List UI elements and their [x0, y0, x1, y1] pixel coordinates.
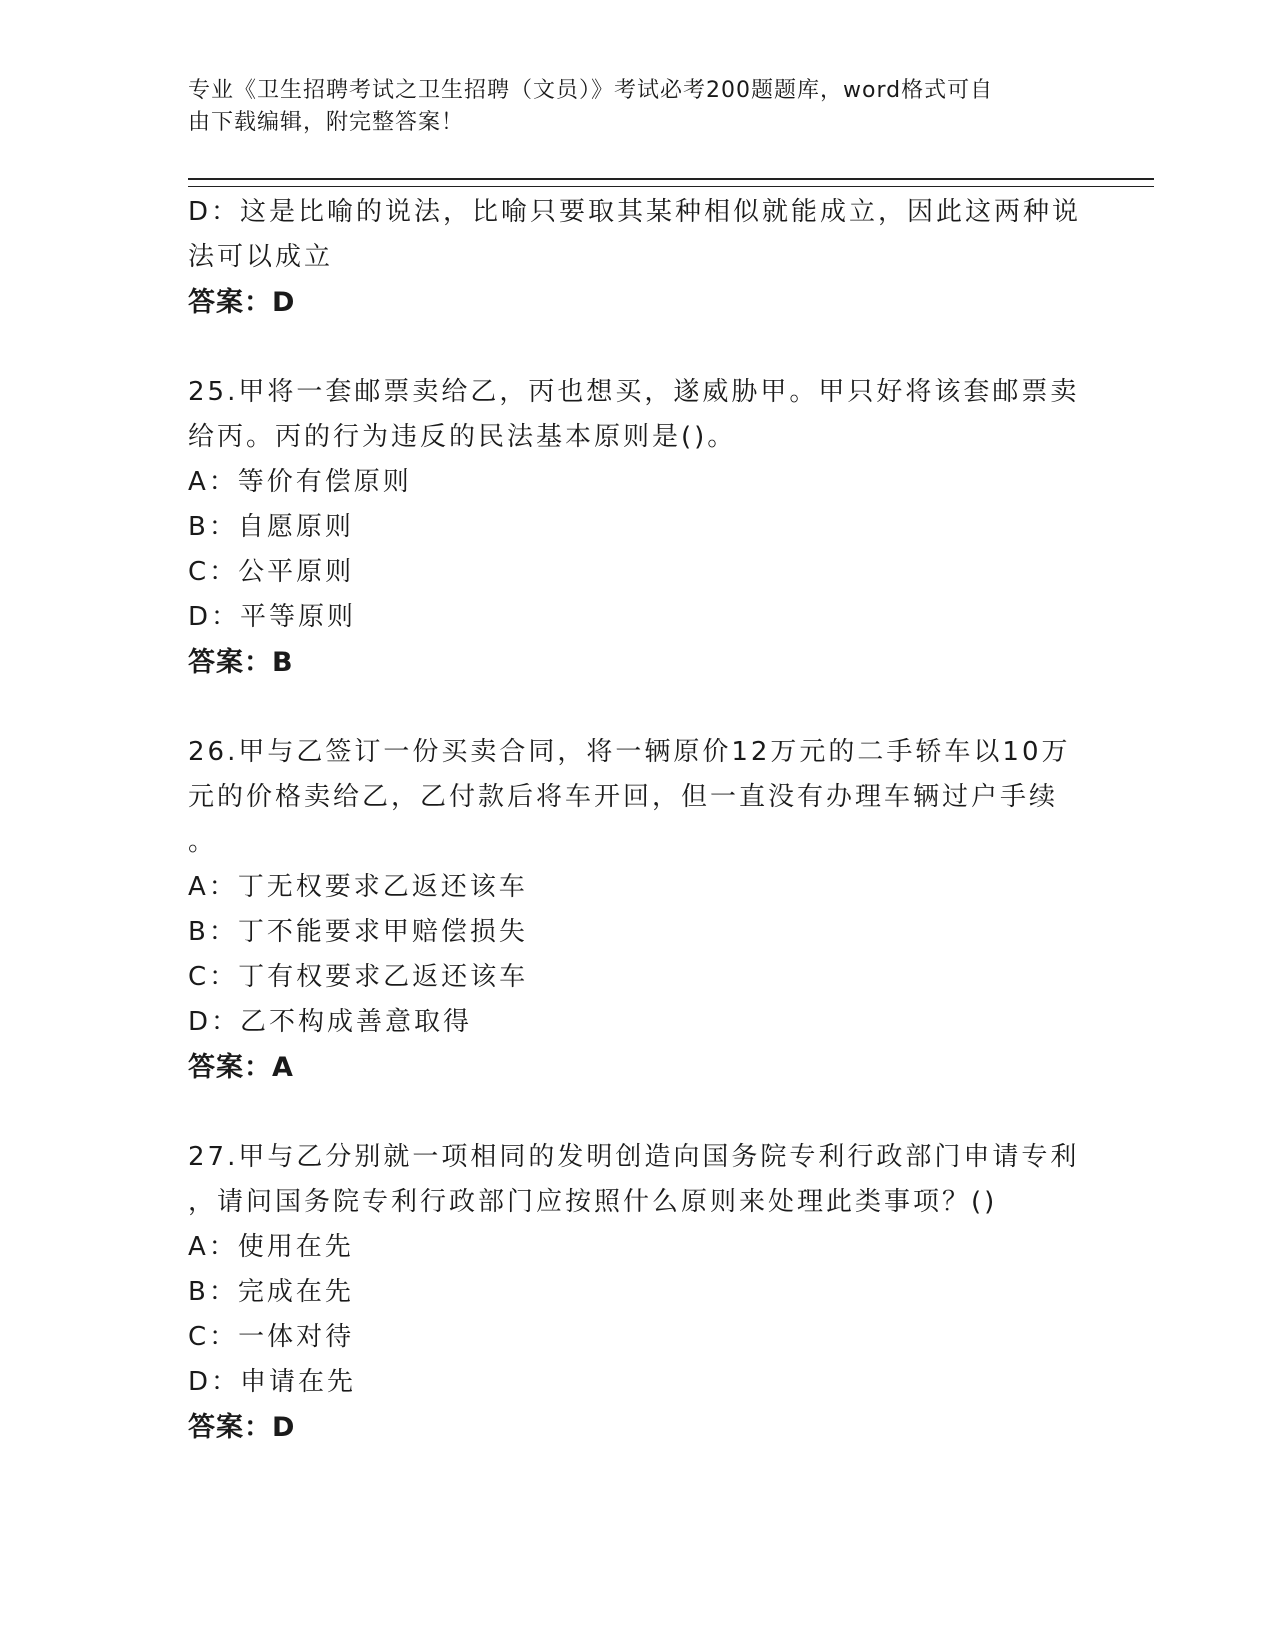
question-stem-line-2: 给丙。丙的行为违反的民法基本原则是()。	[188, 422, 737, 452]
page-header	[188, 75, 1068, 139]
question-stem-line-1: 26.甲与乙签订一份买卖合同，将一辆原价12万元的二手轿车以10万	[188, 737, 1071, 767]
option-b: B：自愿原则	[188, 512, 354, 542]
option-a: A：丁无权要求乙返还该车	[188, 872, 528, 902]
header-divider	[188, 178, 1154, 187]
header-title-line-1: 专业《卫生招聘考试之卫生招聘（文员）》考试必考200题题库，word格式可自	[188, 78, 994, 103]
spacer	[188, 685, 1088, 730]
question-27	[188, 1135, 1088, 1450]
option-d: D：申请在先	[188, 1367, 357, 1397]
question-stem-line-3: 。	[188, 827, 218, 857]
answer: 答案：D	[188, 1412, 296, 1443]
question-stem-line-1: 25.甲将一套邮票卖给乙，丙也想买，遂威胁甲。甲只好将该套邮票卖	[188, 377, 1080, 407]
option-d-line-1: D：这是比喻的说法，比喻只要取其某种相似就能成立，因此这两种说	[188, 197, 1082, 227]
option-d: D：平等原则	[188, 602, 357, 632]
option-c: C：公平原则	[188, 557, 355, 587]
option-a: A：使用在先	[188, 1232, 354, 1262]
question-25	[188, 370, 1088, 685]
question-26	[188, 730, 1088, 1090]
question-content	[188, 190, 1088, 1450]
spacer	[188, 325, 1088, 370]
option-d-line-2: 法可以成立	[188, 242, 334, 272]
spacer	[188, 1090, 1088, 1135]
answer: 答案：A	[188, 1052, 294, 1083]
option-b: B：完成在先	[188, 1277, 354, 1307]
option-d: D：乙不构成善意取得	[188, 1007, 473, 1037]
option-b: B：丁不能要求甲赔偿损失	[188, 917, 528, 947]
question-stem-line-2: ，请问国务院专利行政部门应按照什么原则来处理此类事项？()	[188, 1187, 998, 1217]
option-c: C：丁有权要求乙返还该车	[188, 962, 529, 992]
question-stem-line-2: 元的价格卖给乙，乙付款后将车开回，但一直没有办理车辆过户手续	[188, 782, 1059, 812]
previous-question-tail	[188, 190, 1088, 325]
option-c: C：一体对待	[188, 1322, 355, 1352]
header-title-line-2: 由下载编辑，附完整答案！	[188, 110, 465, 135]
option-a: A：等价有偿原则	[188, 467, 412, 497]
answer: 答案：B	[188, 647, 294, 678]
question-stem-line-1: 27.甲与乙分别就一项相同的发明创造向国务院专利行政部门申请专利	[188, 1142, 1080, 1172]
answer: 答案：D	[188, 287, 296, 318]
